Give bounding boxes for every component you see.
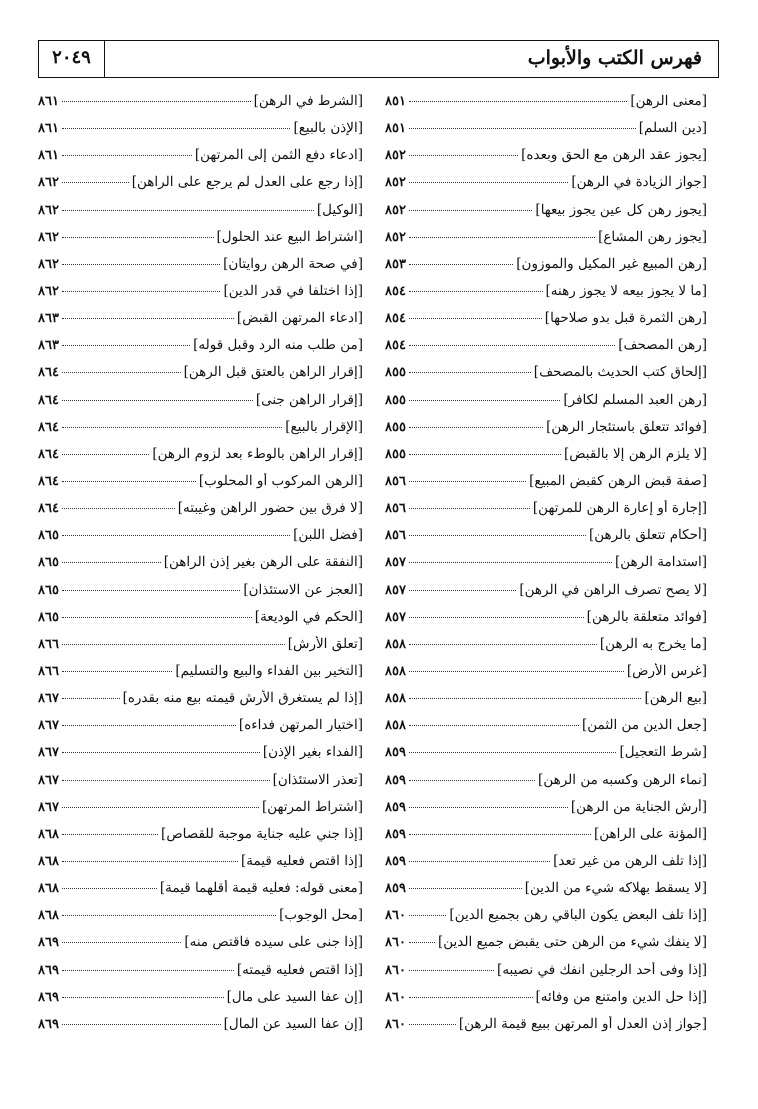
index-entry [385, 962, 707, 989]
entry-page-number: ٨٥٥ [385, 365, 406, 381]
index-entry [385, 772, 707, 799]
page-header [38, 40, 719, 78]
entry-title: [استدامة الرهن] [615, 554, 707, 571]
entry-page-number: ٨٦٤ [38, 446, 59, 462]
entry-title: [إن عفا السيد على مال] [226, 988, 363, 1005]
index-entry [385, 364, 707, 391]
entry-title: [لا يلزم الرهن إلا بالقبض] [563, 445, 707, 462]
entry-title: [الفداء بغير الإذن] [262, 744, 363, 761]
dot-leader [62, 562, 161, 563]
dot-leader [62, 210, 314, 211]
entry-page-number: ٨٦٦ [38, 636, 59, 652]
index-entry [38, 663, 363, 690]
dot-leader [62, 345, 190, 346]
entry-page-number: ٨٦٢ [38, 202, 59, 218]
entry-title: [فوائد متعلقة بالرهن] [586, 608, 707, 625]
entry-page-number: ٨٥٨ [385, 718, 406, 734]
entry-page-number: ٨٦١ [38, 121, 59, 137]
entry-page-number: ٨٦٥ [38, 555, 59, 571]
dot-leader [409, 725, 579, 726]
index-entry [385, 880, 707, 907]
entry-title: [إذا جنى على سيده فاقتص منه] [184, 934, 363, 951]
entry-title: [معنى الرهن] [630, 93, 707, 109]
entry-page-number: ٨٦٢ [38, 175, 59, 191]
dot-leader [409, 372, 531, 373]
dot-leader [409, 400, 560, 401]
entry-title: [الشرط في الرهن] [253, 93, 363, 109]
entry-page-number: ٨٦٧ [38, 772, 59, 788]
index-entry [38, 744, 363, 771]
entry-page-number: ٨٦٤ [38, 419, 59, 435]
index-entry [385, 744, 707, 771]
dot-leader [409, 562, 612, 563]
entry-page-number: ٨٦٣ [38, 338, 59, 354]
entry-page-number: ٨٥٨ [385, 691, 406, 707]
index-entry [38, 473, 363, 500]
entry-title: [إذا رجع على العدل لم يرجع على الراهن] [131, 174, 363, 191]
entry-title: [الإقرار بالبيع] [285, 418, 363, 435]
entry-title: [لا يسقط بهلاكه شيء من الدين] [524, 880, 707, 897]
entry-title: [معنى قوله: فعليه قيمة أقلهما قيمة] [159, 880, 363, 897]
entry-page-number: ٨٥٧ [385, 582, 406, 598]
dot-leader [409, 834, 591, 835]
entry-page-number: ٨٥٧ [385, 609, 406, 625]
dot-leader [62, 644, 285, 645]
entry-title: [إن عفا السيد عن المال] [223, 1015, 363, 1032]
dot-leader [62, 590, 240, 591]
entry-title: [لا فرق بين حضور الراهن وغيبته] [177, 500, 363, 517]
index-entry [38, 582, 363, 609]
dot-leader [409, 861, 550, 862]
entry-page-number: ٨٥٣ [385, 256, 406, 272]
entry-title: [تعلق الأرش] [287, 635, 363, 652]
entry-title: [الرهن المركوب أو المحلوب] [198, 472, 363, 489]
dot-leader [62, 942, 181, 943]
entry-title: [صفة قبض الرهن كقبض المبيع] [529, 472, 707, 489]
entry-title: [إذا وفى أحد الرجلين انفك في نصيبه] [497, 961, 707, 978]
dot-leader [62, 535, 290, 536]
entry-title: [من طلب منه الرد وقبل قوله] [193, 337, 363, 354]
entry-page-number: ٨٦٩ [38, 962, 59, 978]
index-entry [385, 446, 707, 473]
entry-page-number: ٨٥٥ [385, 392, 406, 408]
entry-title: [اشتراط المرتهن] [261, 798, 363, 815]
index-entry [385, 473, 707, 500]
dot-leader [409, 644, 597, 645]
index-entry [38, 772, 363, 799]
index-entry [385, 310, 707, 337]
index-entry [385, 582, 707, 609]
index-entry [385, 229, 707, 256]
entry-title: [إقرار الراهن بالوطء بعد لزوم الرهن] [152, 445, 363, 462]
entry-title: [تعذر الاستئذان] [272, 771, 363, 788]
entry-title: [إذا اقتص فعليه قيمته] [236, 961, 363, 978]
dot-leader [62, 725, 236, 726]
index-entry [38, 527, 363, 554]
left-index-column [38, 93, 363, 1043]
entry-title: [لا ينفك شيء من الرهن حتى يقبض جميع الدين] [438, 934, 707, 951]
dot-leader [62, 318, 234, 319]
entry-page-number: ٨٦٨ [38, 908, 59, 924]
dot-leader [409, 318, 542, 319]
dot-leader [62, 671, 172, 672]
right-index-column [385, 93, 707, 1043]
entry-page-number: ٨٥٩ [385, 799, 406, 815]
entry-title: [إجارة أو إعارة الرهن للمرتهن] [532, 500, 707, 517]
entry-page-number: ٨٥١ [385, 121, 406, 137]
index-entry [385, 663, 707, 690]
dot-leader [62, 780, 270, 781]
entry-page-number: ٨٥٤ [385, 283, 406, 299]
entry-title: [غرس الأرض] [626, 662, 707, 679]
index-entry [385, 174, 707, 201]
index-entry [385, 934, 707, 961]
dot-leader [409, 155, 518, 156]
dot-leader [62, 372, 181, 373]
index-entry [38, 934, 363, 961]
index-entry [385, 690, 707, 717]
index-entry [385, 120, 707, 147]
dot-leader [62, 291, 221, 292]
dot-leader [62, 915, 276, 916]
index-entry [385, 337, 707, 364]
dot-leader [62, 752, 260, 753]
entry-title: [الحكم في الوديعة] [254, 608, 363, 625]
entry-title: [أرش الجناية من الرهن] [570, 798, 707, 815]
entry-page-number: ٨٥٩ [385, 745, 406, 761]
entry-page-number: ٨٦٣ [38, 311, 59, 327]
entry-title: [دين السلم] [638, 120, 707, 137]
entry-page-number: ٨٦٩ [38, 935, 59, 951]
index-entry [38, 799, 363, 826]
entry-title: [جعل الدين من الثمن] [581, 717, 707, 734]
entry-title: [فوائد تتعلق باستئجار الرهن] [546, 418, 707, 435]
dot-leader [409, 128, 636, 129]
index-entry [385, 500, 707, 527]
dot-leader [409, 888, 522, 889]
index-entry [385, 93, 707, 120]
index-entry [38, 853, 363, 880]
entry-title: [بيع الرهن] [644, 690, 707, 707]
entry-page-number: ٨٦٨ [38, 853, 59, 869]
entry-title: [الإذن بالبيع] [293, 120, 363, 137]
entry-page-number: ٨٥٢ [385, 202, 406, 218]
index-entry [38, 337, 363, 364]
dot-leader [409, 942, 435, 943]
index-entry [385, 147, 707, 174]
entry-page-number: ٨٥٦ [385, 473, 406, 489]
entry-page-number: ٨٦١ [38, 94, 59, 109]
dot-leader [409, 807, 568, 808]
dot-leader [409, 237, 595, 238]
entry-page-number: ٨٦٤ [38, 473, 59, 489]
index-entry [385, 636, 707, 663]
dot-leader [409, 590, 516, 591]
index-entry [385, 283, 707, 310]
dot-leader [409, 617, 584, 618]
entry-page-number: ٨٦٤ [38, 365, 59, 381]
entry-page-number: ٨٥٦ [385, 528, 406, 544]
entry-page-number: ٨٦٠ [385, 1016, 406, 1032]
dot-leader [409, 752, 617, 753]
dot-leader [62, 454, 149, 455]
entry-page-number: ٨٦٨ [38, 881, 59, 897]
index-entry [38, 989, 363, 1016]
entry-title: [رهن المبيع غير المكيل والموزون] [516, 255, 707, 272]
dot-leader [62, 155, 192, 156]
entry-title: [التخير بين الفداء والبيع والتسليم] [175, 662, 363, 679]
entry-title: [إذا تلف الرهن من غير تعد] [553, 852, 707, 869]
index-entry [38, 636, 363, 663]
entry-page-number: ٨٦٠ [385, 908, 406, 924]
entry-page-number: ٨٥١ [385, 94, 406, 109]
entry-title: [إذا اختلفا في قدر الدين] [223, 282, 363, 299]
entry-page-number: ٨٦٠ [385, 989, 406, 1005]
index-entry [38, 962, 363, 989]
entry-title: [المؤنة على الراهن] [594, 825, 707, 842]
index-entry [385, 256, 707, 283]
entry-title: [جواز إذن العدل أو المرتهن ببيع قيمة الرهن] [458, 1015, 707, 1032]
index-entry [385, 527, 707, 554]
entry-title: [ادعاء المرتهن القبض] [236, 310, 363, 327]
index-entry [38, 120, 363, 147]
dot-leader [409, 915, 446, 916]
index-entry [38, 880, 363, 907]
dot-leader [409, 427, 543, 428]
dot-leader [62, 101, 251, 102]
index-entry [385, 907, 707, 934]
dot-leader [409, 535, 586, 536]
dot-leader [62, 970, 234, 971]
entry-page-number: ٨٦٥ [38, 609, 59, 625]
entry-title: [اختيار المرتهن فداءه] [238, 717, 363, 734]
dot-leader [409, 182, 568, 183]
dot-leader [62, 508, 175, 509]
dot-leader [409, 508, 530, 509]
entry-title: [الوكيل] [316, 201, 363, 218]
dot-leader [409, 698, 641, 699]
index-entry [385, 826, 707, 853]
index-entry [38, 202, 363, 229]
entry-page-number: ٨٥٨ [385, 636, 406, 652]
entry-title: [يجوز رهن المشاع] [598, 228, 707, 245]
index-entry [38, 907, 363, 934]
entry-page-number: ٨٦٢ [38, 256, 59, 272]
index-entry [38, 283, 363, 310]
entry-title: [إقرار الراهن جنى] [255, 391, 363, 408]
entry-title: [في صحة الرهن روايتان] [223, 255, 363, 272]
index-entry [38, 310, 363, 337]
index-entry [38, 554, 363, 581]
dot-leader [409, 997, 533, 998]
index-entry [385, 419, 707, 446]
entry-page-number: ٨٦٩ [38, 1016, 59, 1032]
entry-page-number: ٨٥٢ [385, 148, 406, 164]
index-entry [385, 989, 707, 1016]
entry-page-number: ٨٥٧ [385, 555, 406, 571]
index-entry [385, 1016, 707, 1043]
index-entry [38, 392, 363, 419]
page-title: فهرس الكتب والأبواب [527, 47, 702, 69]
dot-leader [409, 671, 624, 672]
dot-leader [62, 1024, 221, 1025]
entry-page-number: ٨٦٠ [385, 935, 406, 951]
dot-leader [62, 997, 224, 998]
dot-leader [409, 264, 513, 265]
entry-title: [إذا تلف البعض يكون الباقي رهن بجميع الدين] [449, 907, 707, 924]
dot-leader [409, 210, 532, 211]
entry-page-number: ٨٦٧ [38, 718, 59, 734]
entry-title: [ادعاء دفع الثمن إلى المرتهن] [194, 147, 363, 164]
entry-page-number: ٨٥٩ [385, 826, 406, 842]
entry-page-number: ٨٥٩ [385, 881, 406, 897]
dot-leader [62, 427, 282, 428]
index-entry [38, 364, 363, 391]
entry-title: [رهن العبد المسلم لكافر] [563, 391, 707, 408]
dot-leader [409, 101, 627, 102]
entry-title: [ما يخرج به الرهن] [599, 635, 707, 652]
entry-page-number: ٨٥٢ [385, 175, 406, 191]
entry-page-number: ٨٦٢ [38, 283, 59, 299]
entry-page-number: ٨٦٧ [38, 745, 59, 761]
index-entry [38, 256, 363, 283]
entry-title: [لا يصح تصرف الراهن في الرهن] [519, 581, 707, 598]
dot-leader [62, 128, 291, 129]
entry-page-number: ٨٥٨ [385, 663, 406, 679]
entry-title: [رهن الثمرة قبل بدو صلاحها] [544, 310, 707, 327]
entry-title: [شرط التعجيل] [619, 744, 707, 761]
entry-title: [محل الوجوب] [279, 907, 363, 924]
entry-title: [ما لا يجوز بيعه لا يجوز رهنه] [545, 282, 707, 299]
entry-title: [إذا اقتص فعليه قيمة] [240, 852, 363, 869]
entry-page-number: ٨٥٥ [385, 419, 406, 435]
dot-leader [62, 237, 214, 238]
index-entry [385, 609, 707, 636]
dot-leader [62, 861, 238, 862]
dot-leader [62, 698, 120, 699]
dot-leader [409, 454, 561, 455]
entry-title: [العجز عن الاستئذان] [243, 581, 363, 598]
dot-leader [409, 970, 494, 971]
index-entry [38, 93, 363, 120]
dot-leader [409, 345, 615, 346]
entry-title: [يجوز عقد الرهن مع الحق وبعده] [521, 147, 707, 164]
entry-title: [جواز الزيادة في الرهن] [571, 174, 707, 191]
entry-page-number: ٨٥٢ [385, 229, 406, 245]
header-divider [104, 41, 105, 77]
index-entry [38, 717, 363, 744]
entry-page-number: ٨٦٥ [38, 528, 59, 544]
entry-title: [إذا لم يستغرق الأرش قيمته بيع منه بقدره] [122, 690, 363, 707]
entry-title: [اشتراط البيع عند الحلول] [216, 228, 363, 245]
index-entry [385, 799, 707, 826]
entry-page-number: ٨٦٢ [38, 229, 59, 245]
index-entry [38, 1016, 363, 1043]
entry-page-number: ٨٦٦ [38, 663, 59, 679]
entry-page-number: ٨٥٩ [385, 772, 406, 788]
entry-title: [إذا جني عليه جناية موجبة للقصاص] [161, 825, 363, 842]
entry-title: [إذا حل الدين وامتنع من وفائه] [535, 988, 707, 1005]
entry-page-number: ٨٦٩ [38, 989, 59, 1005]
entry-page-number: ٨٥٥ [385, 446, 406, 462]
entry-page-number: ٨٥٦ [385, 501, 406, 517]
entry-title: [إقرار الراهن بالعتق قبل الرهن] [183, 364, 363, 381]
dot-leader [62, 182, 129, 183]
index-entry [385, 202, 707, 229]
index-entry [38, 500, 363, 527]
dot-leader [62, 481, 196, 482]
entry-title: [إلحاق كتب الحديث بالمصحف] [533, 364, 707, 381]
dot-leader [409, 291, 543, 292]
entry-page-number: ٨٦١ [38, 148, 59, 164]
dot-leader [409, 1024, 456, 1025]
dot-leader [409, 481, 526, 482]
entry-title: [النفقة على الرهن بغير إذن الراهن] [163, 554, 363, 571]
page-number: ٢٠٤٩ [52, 47, 91, 68]
index-entry [38, 446, 363, 473]
index-entry [38, 419, 363, 446]
entry-title: [أحكام تتعلق بالرهن] [588, 527, 707, 544]
dot-leader [62, 888, 157, 889]
index-entry [385, 853, 707, 880]
entry-page-number: ٨٦٨ [38, 826, 59, 842]
index-entry [38, 229, 363, 256]
dot-leader [409, 780, 535, 781]
index-entry [38, 690, 363, 717]
entry-page-number: ٨٦٠ [385, 962, 406, 978]
entry-title: [رهن المصحف] [618, 337, 707, 354]
entry-page-number: ٨٦٤ [38, 501, 59, 517]
entry-page-number: ٨٥٤ [385, 311, 406, 327]
dot-leader [62, 400, 253, 401]
entry-title: [نماء الرهن وكسبه من الرهن] [538, 771, 707, 788]
entry-page-number: ٨٦٧ [38, 799, 59, 815]
entry-page-number: ٨٥٤ [385, 338, 406, 354]
entry-page-number: ٨٥٩ [385, 853, 406, 869]
dot-leader [62, 807, 259, 808]
dot-leader [62, 834, 158, 835]
index-entry [38, 826, 363, 853]
dot-leader [62, 617, 252, 618]
entry-page-number: ٨٦٧ [38, 691, 59, 707]
entry-title: [يجوز رهن كل عين يجوز بيعها] [535, 201, 707, 218]
entry-page-number: ٨٦٥ [38, 582, 59, 598]
entry-title: [فضل اللبن] [293, 527, 363, 544]
index-entry [385, 392, 707, 419]
dot-leader [62, 264, 220, 265]
index-entry [38, 147, 363, 174]
index-entry [38, 174, 363, 201]
index-entry [385, 717, 707, 744]
entry-page-number: ٨٦٤ [38, 392, 59, 408]
index-entry [38, 609, 363, 636]
index-entry [385, 554, 707, 581]
